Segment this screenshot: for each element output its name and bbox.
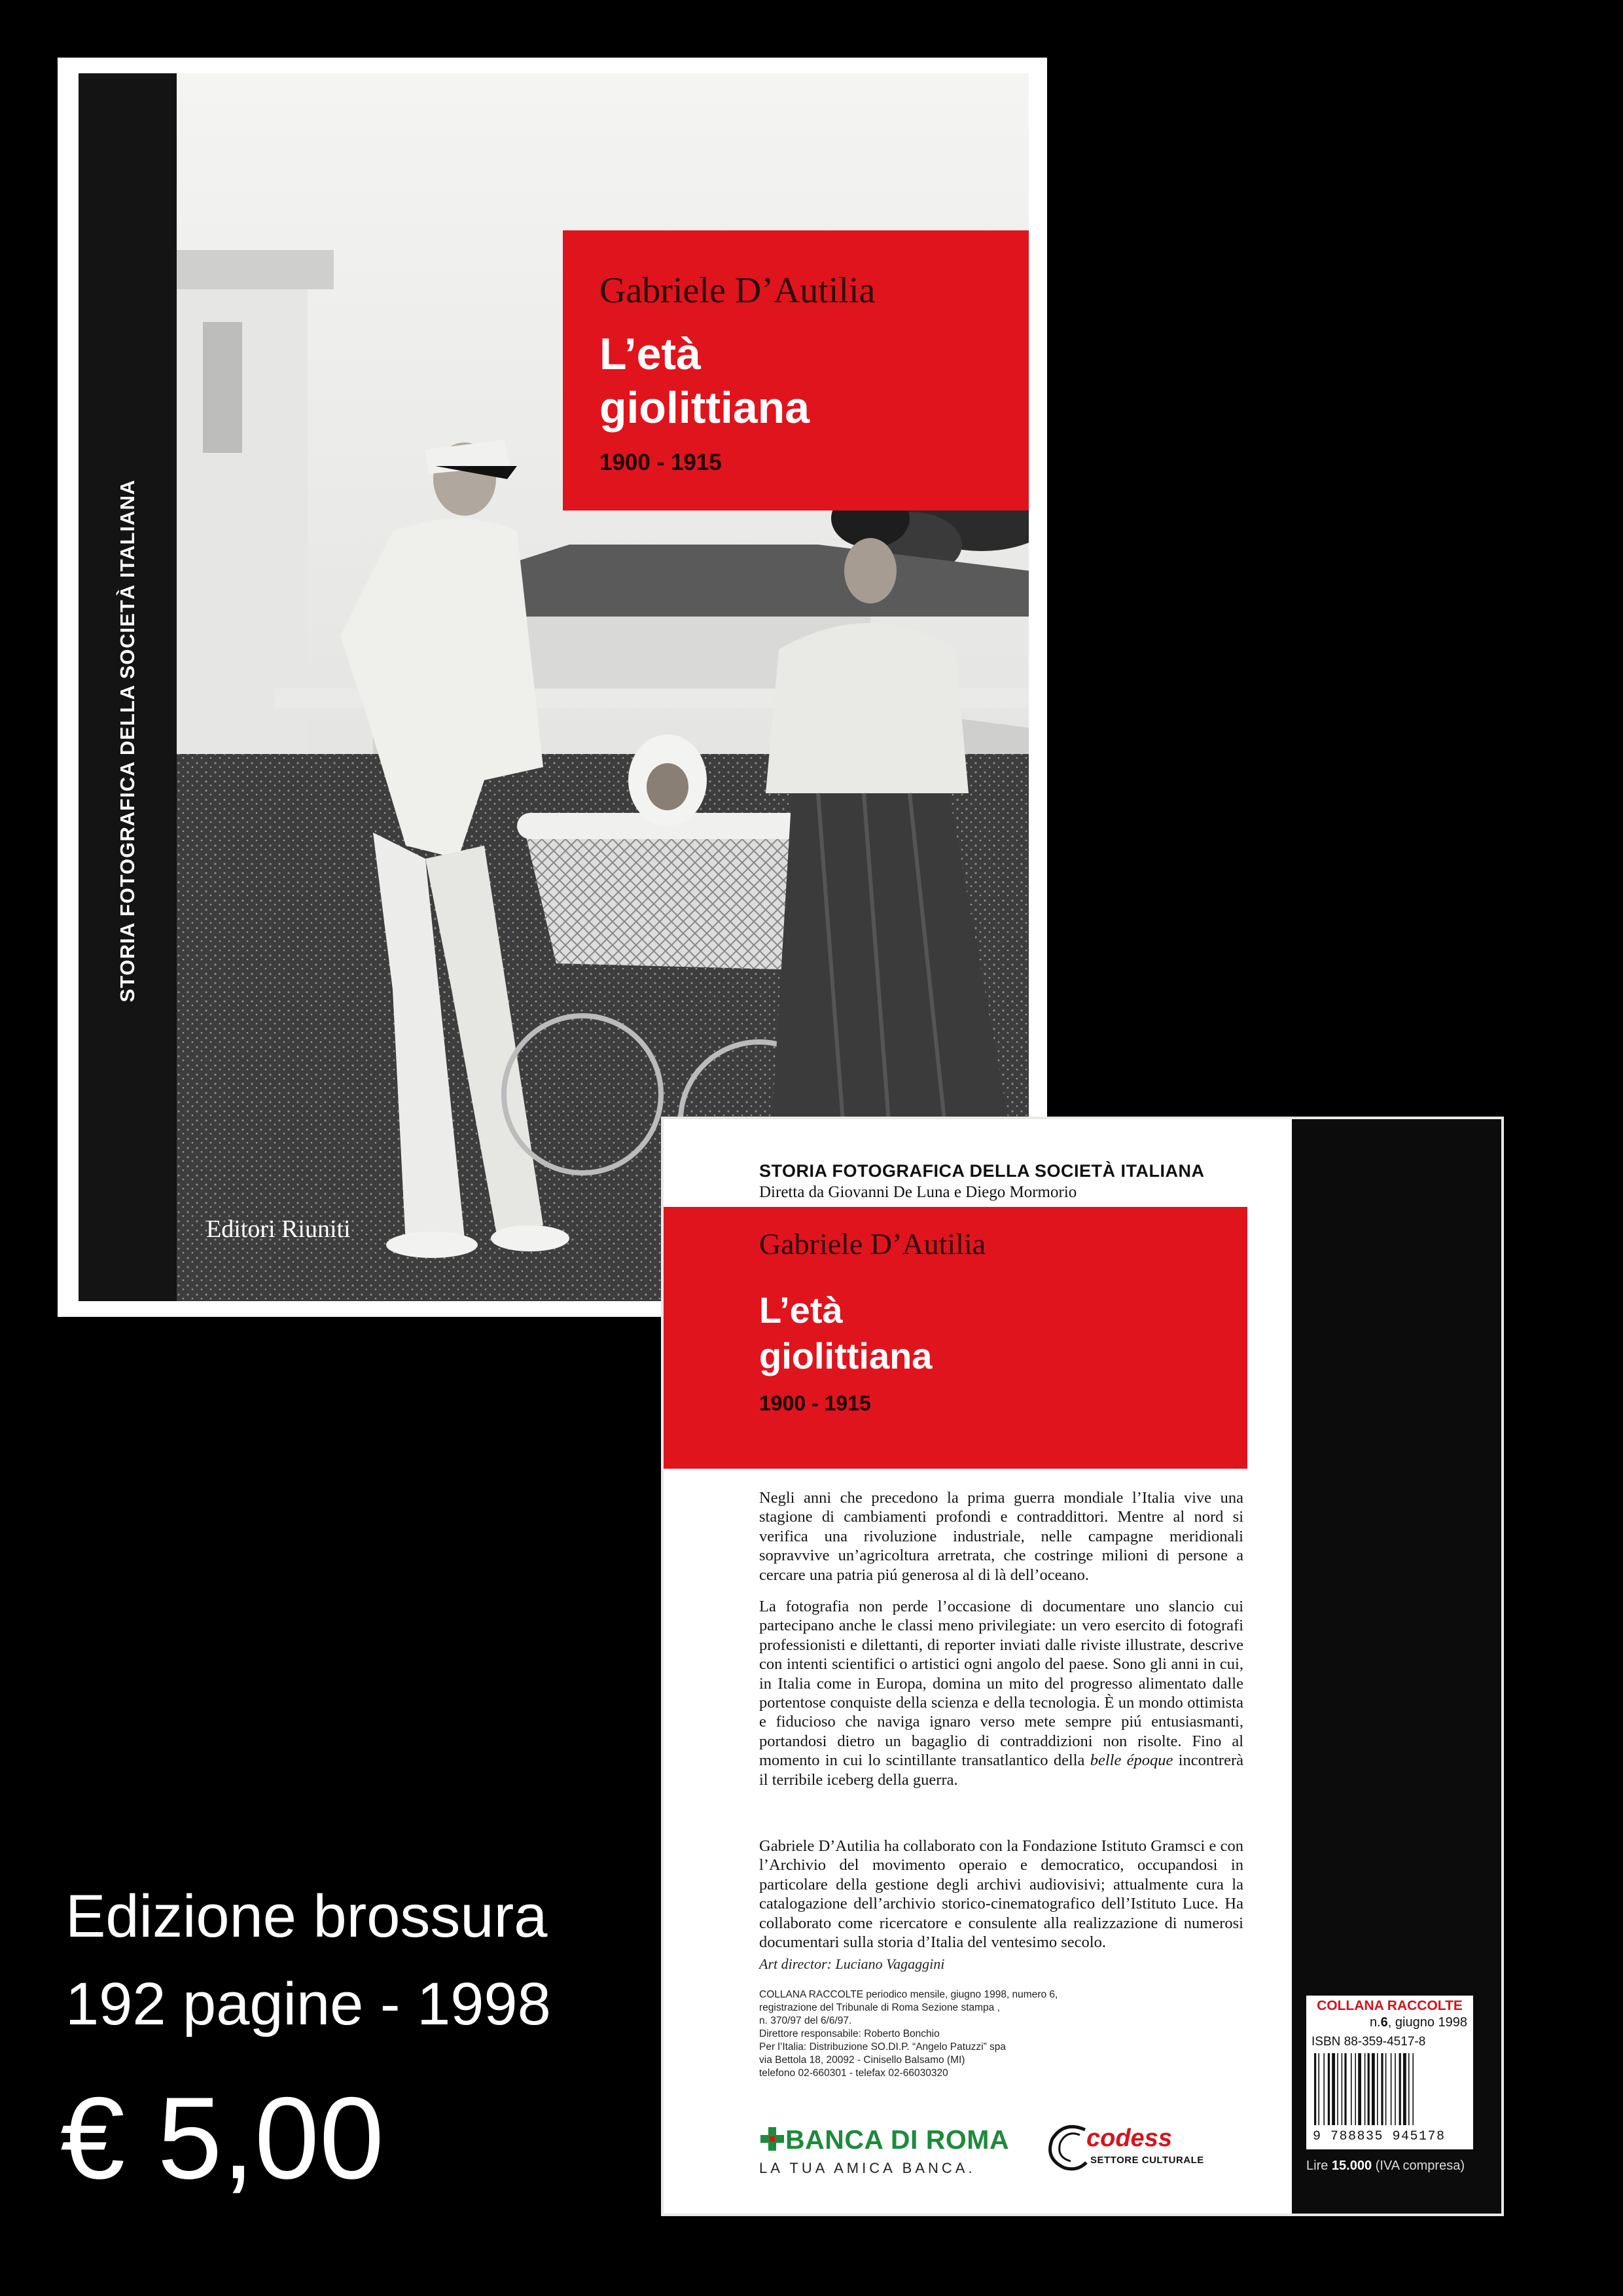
imprint-line: Per l’Italia: Distribuzione SO.DI.P. “Angelo Patuzzi” spa [759, 2041, 1007, 2053]
front-author: Gabriele D’Autilia [599, 270, 876, 311]
blurb-paragraph-2 [759, 1597, 1243, 1789]
sale-pages-year: 192 pagine - 1998 [65, 1971, 551, 2037]
barcode-bar [1318, 2053, 1319, 2125]
imprint-line: Direttore responsabile: Roberto Bonchio [759, 2028, 940, 2039]
barcode-bar [1408, 2053, 1410, 2125]
barcode-bar [1337, 2053, 1338, 2125]
barcode-bar [1332, 2053, 1335, 2125]
imprint-line: COLLANA RACCOLTE periodico mensile, giugno 1998, numero 6, [759, 1989, 1058, 2000]
barcode-bar [1314, 2053, 1316, 2125]
back-author: Gabriele D’Autilia [759, 1227, 986, 1261]
blurb-p2-end: incontrerà il terribile iceberg della guerra. [759, 1751, 1243, 1789]
barcode-bar [1342, 2053, 1343, 2125]
barcode-bar [1391, 2053, 1392, 2125]
price-label: Lire [1306, 2159, 1329, 2173]
barcode-bar [1377, 2053, 1378, 2125]
issue-number: 6 [1380, 2015, 1388, 2030]
barcode-bar [1358, 2053, 1361, 2125]
banca-cross-icon [759, 2126, 785, 2152]
barcode-bar [1403, 2053, 1406, 2125]
front-title-box [563, 230, 1029, 511]
front-publisher: Editori Riuniti [206, 1215, 351, 1243]
issue-date: , giugno 1998 [1387, 2015, 1467, 2030]
collana-box [1306, 1996, 1473, 2149]
issue-prefix: n. [1369, 2015, 1381, 2030]
front-spine-text: STORIA FOTOGRAFICA DELLA SOCIETÀ ITALIANA [116, 479, 139, 1003]
blurb-p2-main: La fotografia non perde l’occasione di documentare uno slancio cui partecipano anche le classi meno privilegiate: un vero esercito di fotografi professionisti e dilettanti, di reporter inviati dalle riviste illustrate, descrive con intenti scientifici o artistici ogni angolo del paese. Sono gli anni in cui, in Italia come in Europa, domina un mito del progresso alimentato dalle portentose conquiste della scienza e della tecnologia. È un mondo ottimista e fiducioso che naviga ignaro verso mete sempre piú entusiasmanti, portandosi dietro un bagaglio di contraddizioni non risolte. Fino al momento in cui lo scintillante transatlantico della [759, 1598, 1243, 1770]
codess-tagline: SETTORE CULTURALE [1090, 2155, 1204, 2166]
back-title-line2: giolittiana [759, 1335, 933, 1376]
barcode-bar [1385, 2053, 1387, 2125]
back-title-line1: L’età [759, 1289, 843, 1331]
imprint-line: via Bettola 18, 20092 - Cinisello Balsamo (MI) [759, 2054, 965, 2066]
sale-price: € 5,00 [60, 2073, 384, 2203]
collana-title: COLLANA RACCOLTE [1317, 1998, 1463, 2013]
barcode-bar [1328, 2053, 1330, 2125]
blurb-paragraph-1: Negli anni che precedono la prima guerra mondiale l’Italia vive una stagione di cambiamenti profondi e contraddittori. Mentre al nord si verifica una rivoluzione industriale, nelle campagne meridionali sopravvive un’agricoltura arretrata, che costringe milioni di persone a cercare una patria piú generosa al di là dell’oceano. [759, 1489, 1243, 1584]
front-title-line1: L’età [599, 329, 701, 379]
isbn: ISBN 88-359-4517-8 [1311, 2035, 1426, 2049]
barcode-bar [1372, 2053, 1375, 2125]
back-series-title: STORIA FOTOGRAFICA DELLA SOCIETÀ ITALIANA [759, 1161, 1205, 1181]
back-series-directors: Diretta da Giovanni De Luna e Diego Mormorio [759, 1183, 1077, 1201]
barcode-bar [1344, 2053, 1346, 2125]
codess-logo [1044, 2121, 1204, 2173]
barcode-bar [1412, 2053, 1414, 2125]
barcode-bar [1395, 2053, 1396, 2125]
art-director: Art director: Luciano Vagaggini [759, 1956, 945, 1972]
imprint-line: registrazione del Tribunale di Roma Sezione stampa , [759, 2002, 1000, 2013]
author-bio: Gabriele D’Autilia ha collaborato con la Fondazione Istituto Gramsci e con l’Archivio del movimento operaio e democratico, occupandosi in particolare della gestione degli archivi audiovisivi; attualmente cura la catalogazione dell’archivio storico-cinematografico dell’Istituto Luce. Ha collaborato come ricercatore e consulente alla realizzazione di numerosi documentari sulla storia d’Italia del ventesimo secolo. [759, 1837, 1243, 1952]
price-note: (IVA compresa) [1375, 2159, 1465, 2173]
back-title-box [664, 1207, 1247, 1469]
imprint [759, 1988, 1126, 2080]
banca-tagline: LA TUA AMICA BANCA. [759, 2160, 976, 2176]
barcode-bar [1355, 2053, 1356, 2125]
sale-edition: Edizione brossura [65, 1883, 548, 1950]
codess-name: codess [1086, 2125, 1172, 2152]
price-value: 15.000 [1331, 2159, 1372, 2173]
imprint-line: n. 370/97 del 6/6/97. [759, 2015, 852, 2026]
back-price [1306, 2159, 1465, 2174]
barcode-bar [1368, 2053, 1370, 2125]
imprint-line: telefono 02-660301 - telefax 02-66030320 [759, 2068, 948, 2079]
barcode-bar [1351, 2053, 1352, 2125]
collana-issue [1306, 2015, 1467, 2030]
barcode-bar [1323, 2053, 1325, 2125]
barcode-digits: 9 788835 945178 [1313, 2129, 1446, 2144]
barcode-bar [1399, 2053, 1401, 2125]
barcode-bar [1381, 2053, 1383, 2125]
back-cover [661, 1117, 1504, 2216]
back-years: 1900 - 1915 [759, 1391, 871, 1415]
banca-name: BANCA DI ROMA [785, 2125, 1010, 2155]
front-title-line2: giolittiana [599, 383, 810, 433]
barcode-bar [1364, 2053, 1366, 2125]
front-years: 1900 - 1915 [599, 450, 722, 475]
barcode [1313, 2053, 1467, 2125]
blurb-p2-italic: belle époque [1090, 1751, 1173, 1770]
